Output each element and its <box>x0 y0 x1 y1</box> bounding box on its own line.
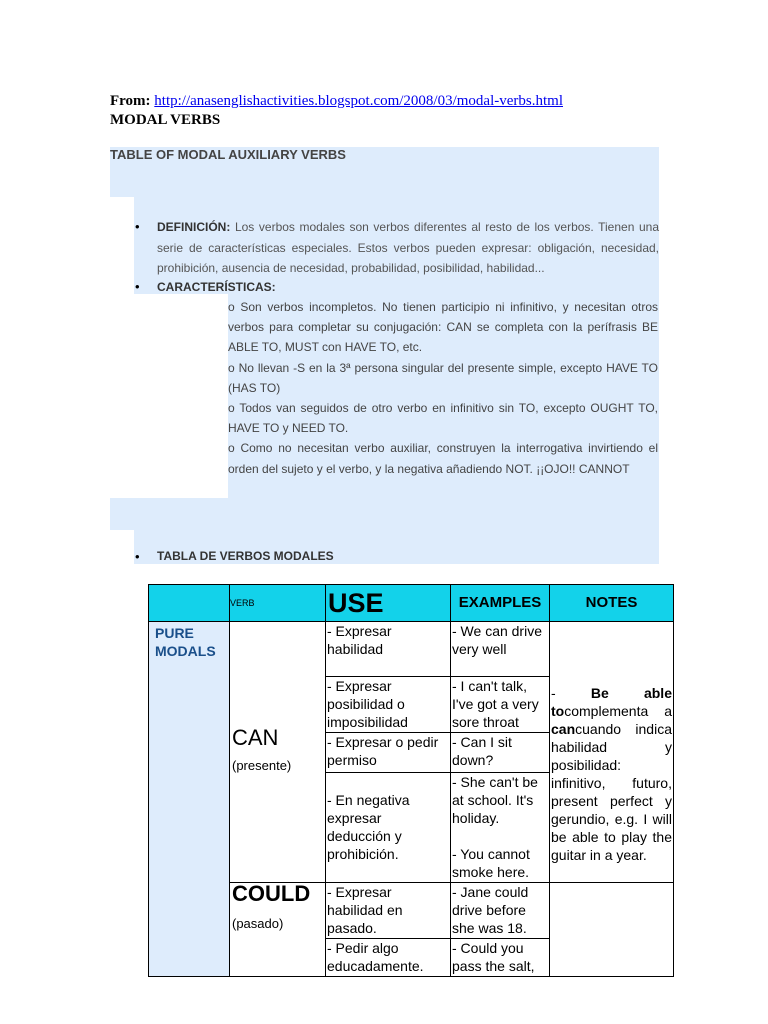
header-examples: EXAMPLES <box>451 585 550 622</box>
verb-can-tense: (presente) <box>232 758 292 773</box>
bullet-dot: • <box>135 279 140 294</box>
definicion-bullet <box>135 217 659 279</box>
can-example-1: - We can drive very well <box>451 622 550 677</box>
can-notes <box>550 622 674 883</box>
group-pure-modals: PURE MODALS <box>149 622 230 977</box>
note-bold-can: can <box>551 721 576 737</box>
caracteristicas-list <box>228 297 658 479</box>
section-title: TABLE OF MODAL AUXILIARY VERBS <box>110 147 346 162</box>
can-example-2: - I can't talk, I've got a very sore throat <box>451 677 550 733</box>
verb-could-tense: (pasado) <box>232 916 284 931</box>
from-label: From: <box>110 93 151 109</box>
bullet-dot: • <box>135 549 140 564</box>
could-example-2: - Could you pass the salt, <box>451 939 550 977</box>
caracteristica-item-4: o Como no necesitan verbo auxiliar, construyen la interrogativa invirtiendo el orden del sujeto y el verbo, y la negativa añadiendo NOT. ¡¡OJO!! CANNOT <box>228 441 658 476</box>
header-use: USE <box>326 585 451 622</box>
tabla-label: TABLA DE VERBOS MODALES <box>157 549 334 563</box>
table-row <box>149 622 674 677</box>
can-use-4-text: - En negativa expresar deducción y prohibición. <box>327 792 410 862</box>
could-use-2: - Pedir algo educadamente. <box>326 939 451 977</box>
could-example-1: - Jane could drive before she was 18. <box>451 883 550 939</box>
can-example-4-text: - She can't be at school. It's holiday. <box>452 774 538 826</box>
definicion-text: Los verbos modales son verbos diferentes al resto de los verbos. Tienen una serie de características especiales. Estos verbos pueden expresar: obligación, necesidad, prohibición, ausencia de necesidad, probabilidad, posibilidad, habilidad... <box>157 220 659 275</box>
definicion-label: DEFINICIÓN: <box>157 220 231 234</box>
document-header <box>110 92 563 130</box>
tabla-bullet <box>135 549 334 564</box>
can-example-3: - Can I sit down? <box>451 733 550 773</box>
can-use-3: - Expresar o pedir permiso <box>326 733 451 773</box>
note-text-2: cuando indica habilidad y posibilidad: infinitivo, futuro, present perfect y gerundio, e.g. I will be able to play the guitar in a year. <box>551 721 672 863</box>
source-link[interactable]: http://anasenglishactivities.blogspot.com/2008/03/modal-verbs.html <box>154 93 563 109</box>
can-example-4 <box>451 773 550 883</box>
header-empty <box>149 585 230 622</box>
verb-could-label: COULD <box>232 882 311 906</box>
caracteristica-item-3: o Todos van seguidos de otro verbo en infinitivo sin TO, excepto OUGHT TO, HAVE TO y NEED TO. <box>228 401 658 436</box>
highlight-block-gap <box>110 498 659 530</box>
header-notes: NOTES <box>550 585 674 622</box>
can-use-1: - Expresar habilidad <box>326 622 451 677</box>
header-verb: VERB <box>230 585 326 622</box>
caracteristicas-label: CARACTERÍSTICAS: <box>157 280 276 294</box>
note-prefix: - <box>551 685 591 701</box>
verb-can-label: CAN <box>232 725 279 750</box>
can-note-text <box>551 654 672 864</box>
could-notes <box>550 883 674 977</box>
document-title: MODAL VERBS <box>110 112 221 128</box>
bullet-dot: • <box>135 219 140 234</box>
can-use-2: - Expresar posibilidad o imposibilidad <box>326 677 451 733</box>
verb-could <box>230 883 326 977</box>
caracteristica-item-2: o No llevan -S en la 3ª persona singular del presente simple, excepto HAVE TO (HAS TO) <box>228 360 658 395</box>
could-use-1: - Expresar habilidad en pasado. <box>326 883 451 939</box>
note-bold-be-able-to: Be able to <box>551 685 672 719</box>
caracteristica-item-1: o Son verbos incompletos. No tienen participio ni infinitivo, y necesitan otros verbos para completar su conjugación: CAN se completa con la perífrasis BE ABLE TO, MUST con HAVE TO, etc. <box>228 300 658 355</box>
can-example-4b-text: - You cannot smoke here. <box>452 846 530 880</box>
can-use-4 <box>326 773 451 883</box>
caracteristicas-bullet <box>135 278 276 296</box>
table-header-row <box>149 585 674 622</box>
modal-verbs-table <box>148 584 674 977</box>
note-text-1: complementa a <box>564 703 672 719</box>
verb-can <box>230 622 326 883</box>
